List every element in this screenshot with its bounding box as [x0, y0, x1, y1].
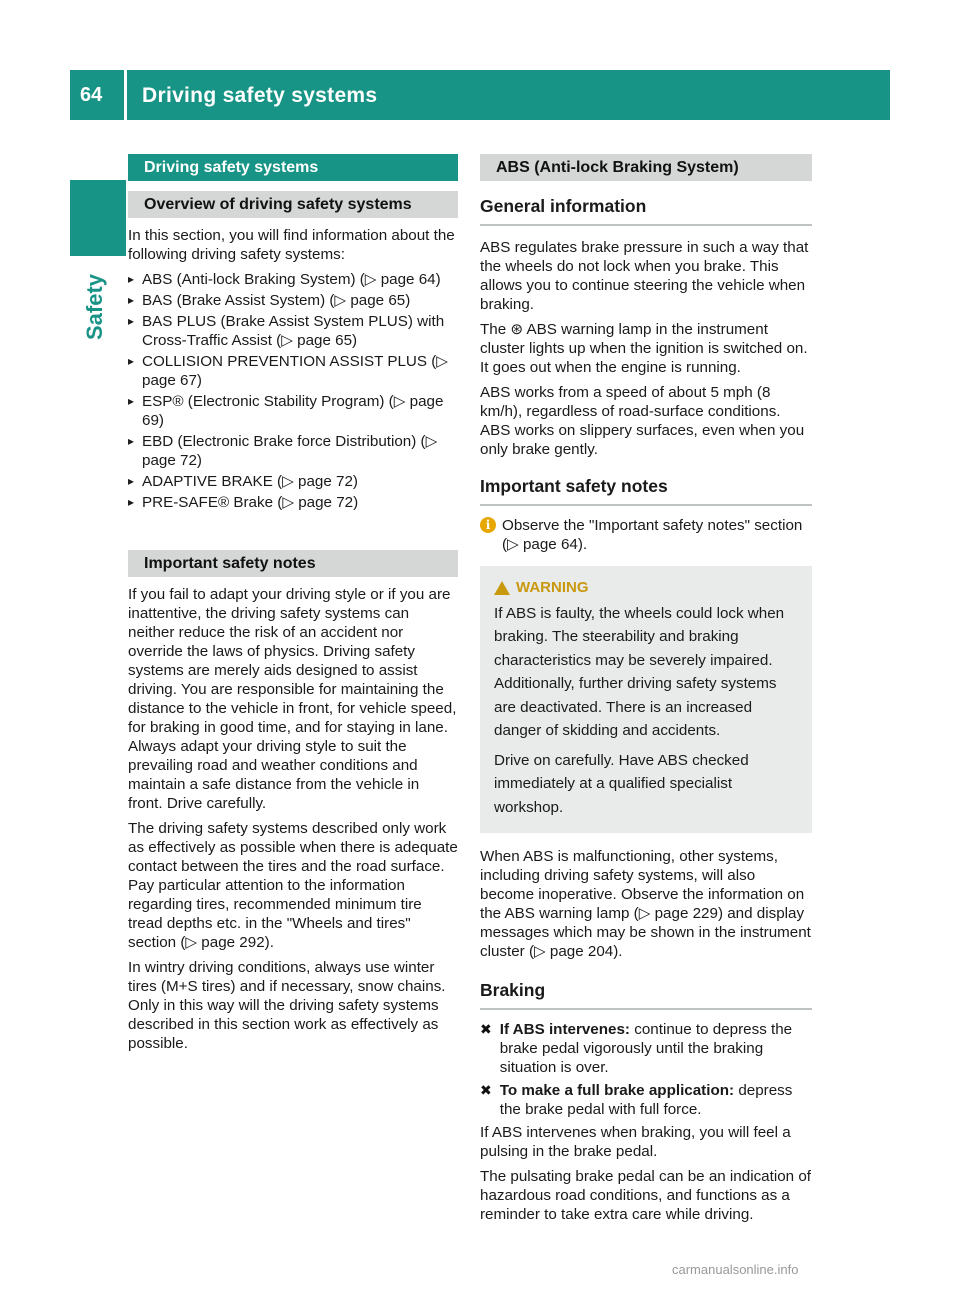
list-item: ▸ ADAPTIVE BRAKE (▷ page 72) [128, 472, 458, 491]
step-text: depress the brake pedal with full force. [499, 1082, 793, 1118]
step-content [500, 1020, 812, 1077]
list-item: ▸ BAS PLUS (Brake Assist System PLUS) with Cross-Traffic Assist (▷ page 65) [128, 312, 458, 350]
safety-paragraph: The driving safety systems described only work as effectively as possible when there is adequate contact between the tires and the road surface. Pay particular attention to the information regarding tires, recommended minimum tire tread depths etc. in the "Wheels and tires" section (▷ page 292). [128, 820, 458, 951]
step-content [500, 1081, 812, 1119]
list-item: ▸ PRE-SAFE® Brake (▷ page 72) [128, 493, 458, 512]
right-column [480, 154, 812, 1230]
page-title: Driving safety systems [142, 84, 378, 107]
overview-intro: In this section, you will find information about the following driving safety systems: [128, 227, 455, 263]
heading-important-safety-notes-right: Important safety notes [480, 473, 812, 506]
safety-paragraph: If you fail to adapt your driving style or if you are inattentive, the driving safety systems can neither reduce the risk of an accident nor override the laws of physics. Driving safety systems are merely aids designed to assist driving. You are responsible for maintaining the distance to the vehicle in front, for vehicle speed, for braking in good time, and for staying in lane. Always adapt your driving style to suit the prevailing road and weather conditions and maintain a safe distance from the vehicle in front. Drive carefully. [128, 586, 457, 812]
step-item [480, 1020, 812, 1077]
general-paragraph: ABS works from a speed of about 5 mph (8 km/h), regardless of road-surface conditions. ABS works on slippery surfaces, even when you only brake gently. [480, 384, 805, 458]
step-item [480, 1081, 812, 1119]
info-text: Observe the "Important safety notes" section (▷ page 64). [502, 517, 803, 553]
step-arrow-icon: ✖ [480, 1021, 492, 1037]
heading-important-safety-notes-left: Important safety notes [128, 550, 458, 577]
left-column [128, 154, 458, 1059]
list-item: ▸ ABS (Anti-lock Braking System) (▷ page 64) [128, 270, 458, 289]
list-item: ▸ BAS (Brake Assist System) (▷ page 65) [128, 291, 458, 310]
step-arrow-icon: ✖ [480, 1082, 492, 1098]
header-divider [124, 70, 127, 120]
heading-general-information: General information [480, 193, 812, 226]
warning-label: WARNING [516, 579, 589, 596]
step-label: To make a full brake application: [499, 1082, 735, 1099]
step-label: If ABS intervenes: [499, 1021, 630, 1038]
list-item: ▸ COLLISION PREVENTION ASSIST PLUS (▷ page 67) [128, 352, 458, 390]
warning-triangle-icon [494, 581, 510, 595]
after-warning-paragraph: When ABS is malfunctioning, other systems, including driving safety systems, will also become inoperative. Observe the information on the ABS warning lamp (▷ page 229) and display messages which may be shown in the instrument cluster (▷ page 204). [480, 848, 811, 960]
info-note [480, 516, 812, 554]
warning-header [494, 576, 798, 600]
general-paragraph: ABS regulates brake pressure in such a way that the wheels do not lock when you brake. This allows you to continue steering the vehicle when braking. [480, 239, 809, 313]
page-number: 64 [80, 84, 103, 106]
braking-paragraph: The pulsating brake pedal can be an indication of hazardous road conditions, and functions as a reminder to take extra care while driving. [480, 1168, 811, 1223]
section-heading-driving-safety: Driving safety systems [128, 154, 458, 181]
sidebar-tab-block [70, 180, 126, 256]
list-item: ▸ ESP® (Electronic Stability Program) (▷ page 69) [128, 392, 458, 430]
braking-paragraph: If ABS intervenes when braking, you will feel a pulsing in the brake pedal. [480, 1124, 791, 1160]
info-icon: i [480, 517, 496, 533]
general-paragraph: The ⊛ ABS warning lamp in the instrument cluster lights up when the ignition is switched on. It goes out when the engine is running. [480, 321, 808, 376]
systems-list [128, 270, 458, 512]
heading-overview: Overview of driving safety systems [128, 191, 458, 218]
warning-box [480, 566, 812, 833]
section-heading-abs: ABS (Anti-lock Braking System) [480, 154, 812, 181]
sidebar-section-label: Safety [82, 273, 107, 340]
warning-paragraph: Drive on carefully. Have ABS checked immediately at a qualified specialist workshop. [494, 751, 749, 816]
footer-watermark: carmanualsonline.info [672, 1262, 799, 1277]
safety-paragraph: In wintry driving conditions, always use winter tires (M+S tires) and if necessary, snow chains. Only in this way will the driving safety systems described in this section work as effectively as possible. [128, 959, 446, 1052]
warning-paragraph: If ABS is faulty, the wheels could lock when braking. The steerability and braking characteristics may be severely impaired. Additionally, further driving safety systems are deactivated. There is an increased danger of skidding and accidents. [494, 604, 785, 739]
braking-steps [480, 1020, 812, 1119]
list-item: ▸ EBD (Electronic Brake force Distribution) (▷ page 72) [128, 432, 458, 470]
step-text: continue to depress the brake pedal vigorously until the braking situation is over. [499, 1021, 793, 1076]
heading-braking: Braking [480, 977, 812, 1010]
